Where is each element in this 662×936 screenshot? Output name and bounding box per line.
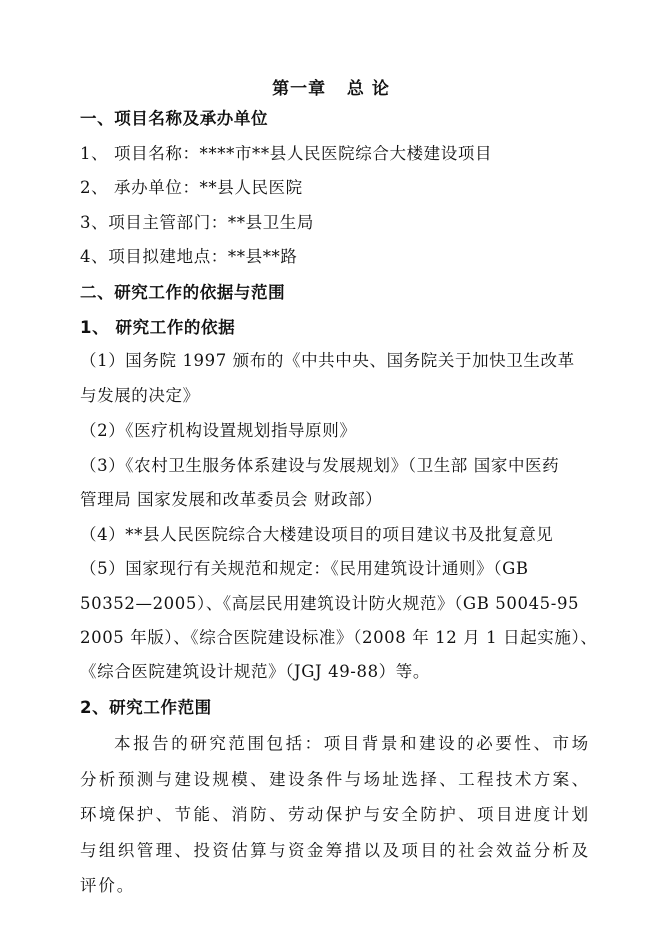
basis-line-3: （2）《医疗机构设置规划指导原则》 (80, 421, 357, 440)
project-name-line: 1、 项目名称：****市**县人民医院综合大楼建设项目 (80, 144, 493, 163)
basis-line-1: （1）国务院 1997 颁布的《中共中央、国务院关于加快卫生改革 (80, 351, 575, 370)
basis-line-6: （4）**县人民医院综合大楼建设项目的项目建议书及批复意见 (80, 525, 554, 544)
basis-line-10: 《综合医院建筑设计规范》（JGJ 49-88）等。 (80, 662, 430, 681)
basis-line-7: （5）国家现行有关规范和规定：《民用建筑设计通则》（GB (80, 559, 529, 578)
basis-line-8: 50352—2005）、《高层民用建筑设计防火规范》（GB 50045-95 (80, 594, 580, 613)
basis-line-5: 管理局 国家发展和改革委员会 财政部） (80, 490, 383, 509)
basis-line-9: 2005 年版）、《综合医院建设标准》（2008 年 12 月 1 日起实施）、 (80, 628, 598, 647)
basis-heading: 1、 研究工作的依据 (80, 318, 236, 337)
basis-line-4: （3）《农村卫生服务体系建设与发展规划》（卫生部 国家中医药 (80, 456, 560, 475)
scope-paragraph: 本报告的研究范围包括：项目背景和建设的必要性、市场分析预测与建设规模、建设条件与场址选择、工程技术方案、环境保护、节能、消防、劳动保护与安全防护、项目进度计划与组织管理、投资估算与资金筹措以及项目的社会效益分析及评价。 (80, 734, 590, 895)
section1-heading: 一、项目名称及承办单位 (80, 109, 269, 128)
section2-heading: 二、研究工作的依据与范围 (80, 283, 286, 302)
project-location-line: 4、项目拟建地点：**县**路 (80, 247, 298, 266)
basis-line-2: 与发展的决定》 (80, 386, 200, 405)
undertaking-unit-line: 2、 承办单位：**县人民医院 (80, 178, 303, 197)
scope-heading: 2、研究工作范围 (80, 698, 212, 717)
chapter-title: 第一章 总 论 (272, 79, 390, 99)
supervising-dept-line: 3、项目主管部门：**县卫生局 (80, 213, 314, 232)
